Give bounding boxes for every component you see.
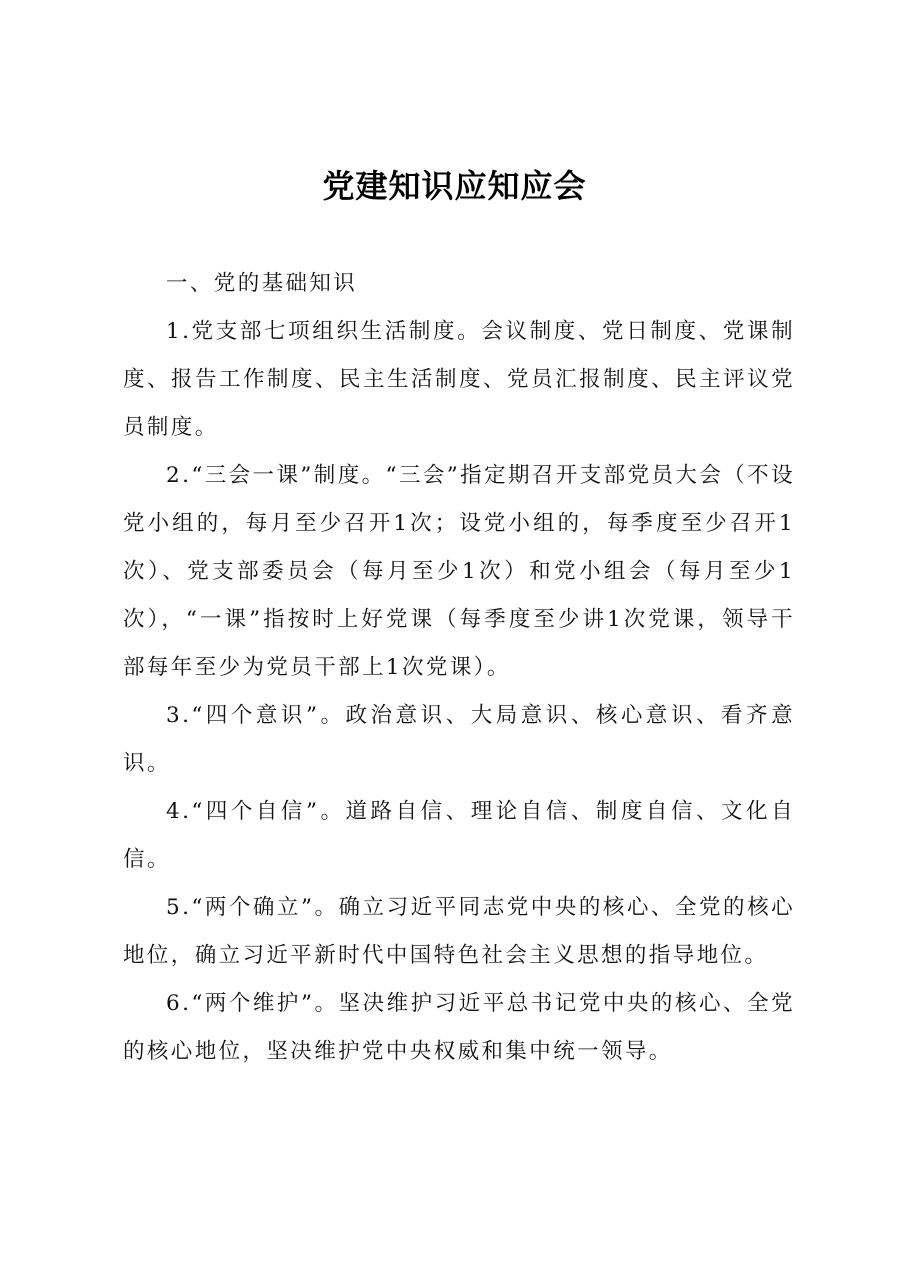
paragraph-3: 3.“四个意识”。政治意识、大局意识、核心意识、看齐意识。 [123,703,795,776]
paragraph-4: 4.“四个自信”。道路自信、理论自信、制度自信、文化自信。 [123,799,795,872]
paragraph-1: 1.党支部七项组织生活制度。会议制度、党日制度、党课制度、报告工作制度、民主生活制度、党员汇报制度、民主评议党员制度。 [123,319,795,440]
section-heading: 一、党的基础知识 [166,271,358,296]
paragraph-6: 6.“两个维护”。坚决维护习近平总书记党中央的核心、全党的核心地位，坚决维护党中央权威和集中统一领导。 [123,991,795,1064]
paragraph-2: 2.“三会一课”制度。“三会”指定期召开支部党员大会（不设党小组的，每月至少召开1次；设党小组的，每季度至少召开1次）、党支部委员会（每月至少1次）和党小组会（每月至少1次），“一课”指按时上好党课（每季度至少讲1次党课，领导干部每年至少为党员干部上1次党课）。 [123,463,795,680]
document-title: 党建知识应知应会 [322,167,587,205]
document-body [123,260,795,1076]
paragraph-5: 5.“两个确立”。确立习近平同志党中央的核心、全党的核心地位，确立习近平新时代中国特色社会主义思想的指导地位。 [123,895,795,968]
